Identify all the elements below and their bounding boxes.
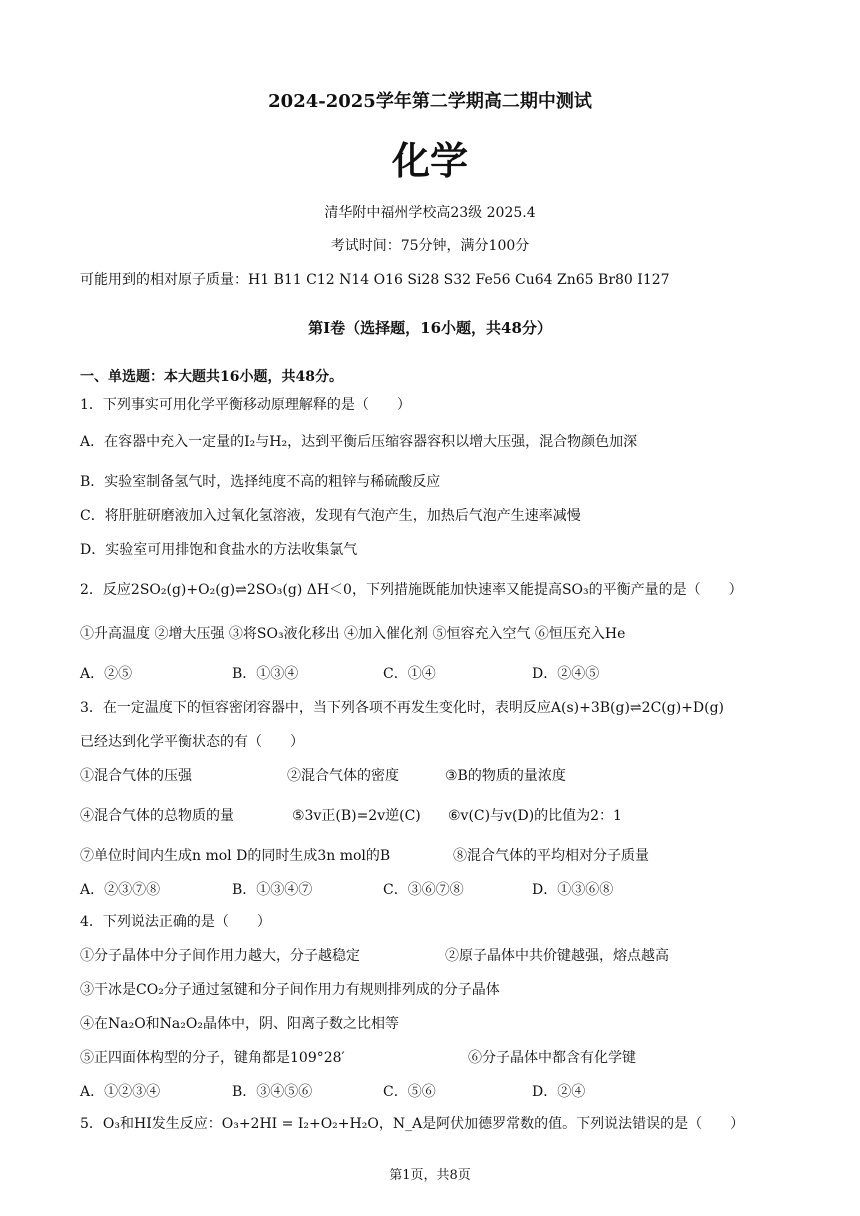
q4-item-6: ⑥分子晶体中都含有化学键 (468, 1050, 636, 1066)
q4-item-2: ②原子晶体中共价键越强，熔点越高 (445, 948, 669, 964)
q1-option-c: C．将肝脏研磨液加入过氧化氢溶液，发现有气泡产生，加热后气泡产生速率减慢 (80, 508, 581, 524)
part1-title: 第Ⅰ卷（选择题，16小题，共48分） (308, 319, 552, 337)
q1-option-a: A．在容器中充入一定量的I₂与H₂，达到平衡后压缩容器容积以增大压强，混合物颜色加深 (80, 434, 638, 450)
q2-items: ①升高温度 ②增大压强 ③将SO₃液化移出 ④加入催化剂 ⑤恒容充入空气 ⑥恒压充入He (80, 626, 626, 642)
q4-item-1: ①分子晶体中分子间作用力越大，分子越稳定 (80, 948, 360, 964)
q4-item-5: ⑤正四面体构型的分子，键角都是109°28′ (80, 1050, 345, 1066)
q4-item-3: ③干冰是CO₂分子通过氢键和分子间作用力有规则排列成的分子晶体 (80, 982, 500, 998)
atomic-masses: 可能用到的相对原子质量：H1 B11 C12 N14 O16 Si28 S32 Fe56 Cu64 Zn65 Br80 I127 (80, 272, 670, 288)
q3-item-7: ⑦单位时间内生成n mol D的同时生成3n mol的B (80, 848, 391, 864)
q3-item-5: ⑤3v正(B)=2v逆(C) (292, 808, 421, 824)
q3-item-3: ③B的物质的量浓度 (445, 768, 566, 784)
q4-option-b: B．③④⑤⑥ (232, 1084, 313, 1100)
q4-option-d: D．②④ (532, 1084, 586, 1100)
q1-stem: 1．下列事实可用化学平衡移动原理解释的是（ ） (80, 397, 411, 413)
q1-option-d: D．实验室可用排饱和食盐水的方法收集氯气 (80, 542, 358, 558)
subject-title: 化学 (391, 139, 468, 183)
q3-option-d: D．①③⑥⑧ (532, 882, 614, 898)
q3-stem-cont: 已经达到化学平衡状态的有（ ） (80, 734, 304, 750)
exam-time: 考试时间：75分钟，满分100分 (330, 238, 530, 254)
q1-option-b: B．实验室制备氢气时，选择纯度不高的粗锌与稀硫酸反应 (80, 474, 441, 490)
section-label: 一、单选题：本大题共16小题，共48分。 (80, 369, 343, 385)
q3-option-a: A．②③⑦⑧ (80, 882, 161, 898)
q3-option-c: C．③⑥⑦⑧ (383, 882, 464, 898)
q2-option-b: B．①③④ (232, 666, 299, 682)
q3-option-b: B．①③④⑦ (232, 882, 313, 898)
school-line: 清华附中福州学校高23级 2025.4 (324, 205, 536, 221)
q5-stem: 5．O₃和HI发生反应：O₃+2HI = I₂+O₂+H₂O，N_A是阿伏加德罗常数的值。下列说法错误的是（ ） (80, 1116, 745, 1132)
q3-item-4: ④混合气体的总物质的量 (80, 808, 234, 824)
q3-item-2: ②混合气体的密度 (287, 768, 399, 784)
q4-item-4: ④在Na₂O和Na₂O₂晶体中，阴、阳离子数之比相等 (80, 1016, 399, 1032)
q3-item-8: ⑧混合气体的平均相对分子质量 (453, 848, 649, 864)
q3-item-6: ⑥v(C)与v(D)的比值为2：1 (448, 808, 622, 824)
q2-option-c: C．①④ (383, 666, 436, 682)
q3-stem: 3．在一定温度下的恒容密闭容器中，当下列各项不再发生变化时，表明反应A(s)+3B(g)⇌2C(g)+D(g) (80, 700, 725, 716)
q2-option-d: D．②④⑤ (532, 666, 600, 682)
q4-option-a: A．①②③④ (80, 1084, 161, 1100)
q2-option-a: A．②⑤ (80, 666, 133, 682)
q3-item-1: ①混合气体的压强 (80, 768, 192, 784)
page-footer: 第1页，共8页 (389, 1168, 471, 1183)
q4-stem: 4．下列说法正确的是（ ） (80, 914, 271, 930)
q2-stem: 2．反应2SO₂(g)+O₂(g)⇌2SO₃(g) ΔH＜0，下列措施既能加快速率又能提高SO₃的平衡产量的是（ ） (80, 582, 743, 598)
exam-title: 2024-2025学年第二学期高二期中测试 (268, 91, 592, 112)
q4-option-c: C．⑤⑥ (383, 1084, 436, 1100)
